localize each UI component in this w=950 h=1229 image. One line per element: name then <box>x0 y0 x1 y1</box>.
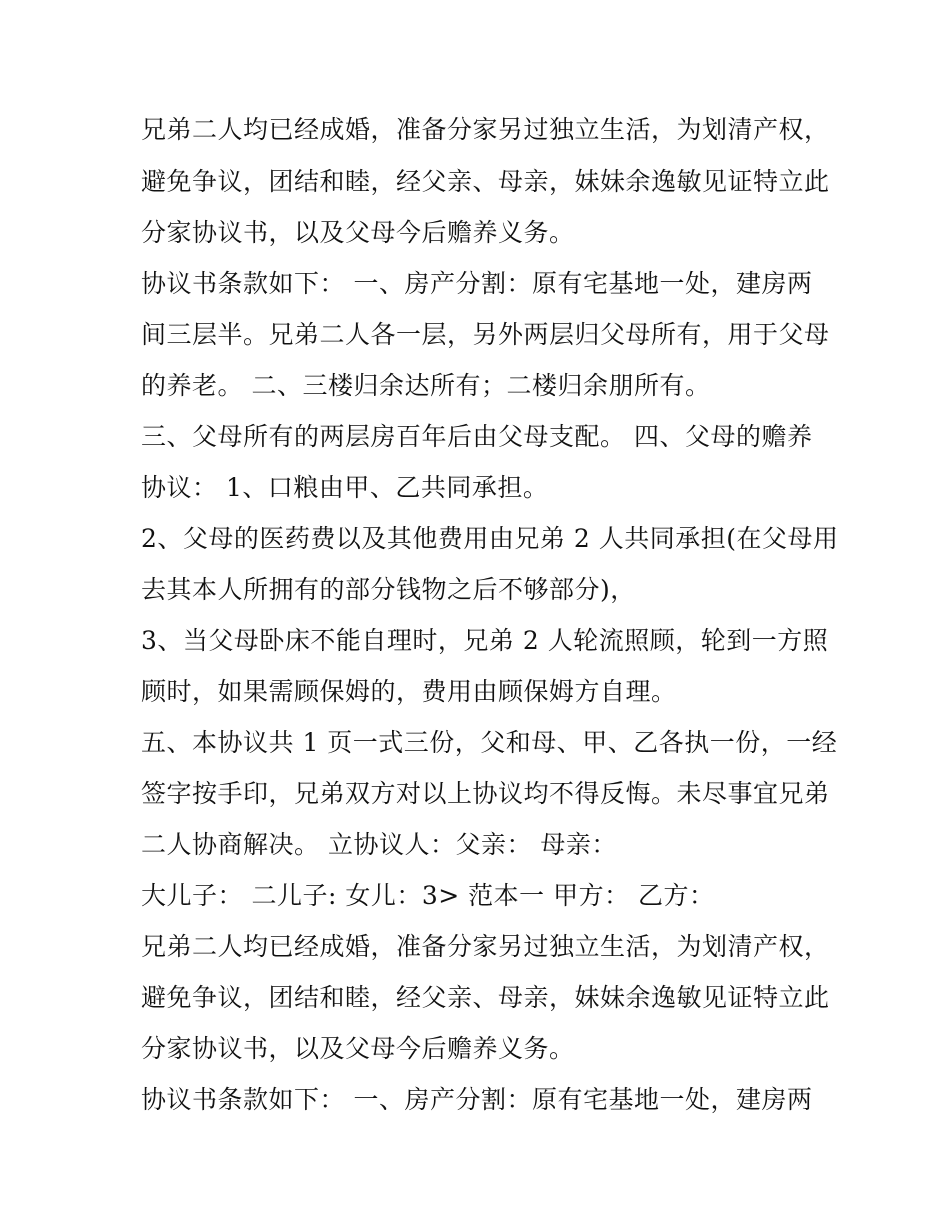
text-line: 去其本人所拥有的部分钱物之后不够部分)， <box>141 575 636 604</box>
text-line: 的养老。 二、三楼归余达所有；二楼归余朋所有。 <box>141 371 711 400</box>
text-line: 分家协议书，以及父母今后赡养义务。 <box>141 218 575 247</box>
text-line: 避免争议，团结和睦，经父亲、母亲，妹妹余逸敏见证特立此 <box>141 167 830 196</box>
text-line: 签字按手印，兄弟双方对以上协议均不得反悔。未尽事宜兄弟 <box>141 779 830 808</box>
text-line: 兄弟二人均已经成婚，准备分家另过独立生活，为划清产权， <box>141 115 830 144</box>
text-line: 2、父母的医药费以及其他费用由兄弟 2 人共同承担(在父母用 <box>141 524 839 553</box>
text-line: 协议书条款如下： 一、房产分割：原有宅基地一处，建房两 <box>141 1085 813 1114</box>
text-line: 二人协商解决。 立协议人：父亲： 母亲： <box>141 830 617 859</box>
text-line: 大儿子： 二儿子: 女儿：3> 范本一 甲方： 乙方： <box>141 881 715 910</box>
text-line: 分家协议书，以及父母今后赡养义务。 <box>141 1034 575 1063</box>
text-line: 三、父母所有的两层房百年后由父母支配。 四、父母的赡养 <box>141 422 813 451</box>
text-line: 五、本协议共 1 页一式三份，父和母、甲、乙各执一份，一经 <box>141 728 838 757</box>
text-line: 顾时，如果需顾保姆的，费用由顾保姆方自理。 <box>141 677 677 706</box>
text-line: 3、当父母卧床不能自理时，兄弟 2 人轮流照顾，轮到一方照 <box>141 626 829 655</box>
text-line: 间三层半。兄弟二人各一层，另外两层归父母所有，用于父母 <box>141 320 830 349</box>
text-line: 兄弟二人均已经成婚，准备分家另过独立生活，为划清产权， <box>141 932 830 961</box>
text-line: 协议： 1、口粮由甲、乙共同承担。 <box>141 473 549 502</box>
text-line: 避免争议，团结和睦，经父亲、母亲，妹妹余逸敏见证特立此 <box>141 983 830 1012</box>
text-line: 协议书条款如下： 一、房产分割：原有宅基地一处，建房两 <box>141 269 813 298</box>
